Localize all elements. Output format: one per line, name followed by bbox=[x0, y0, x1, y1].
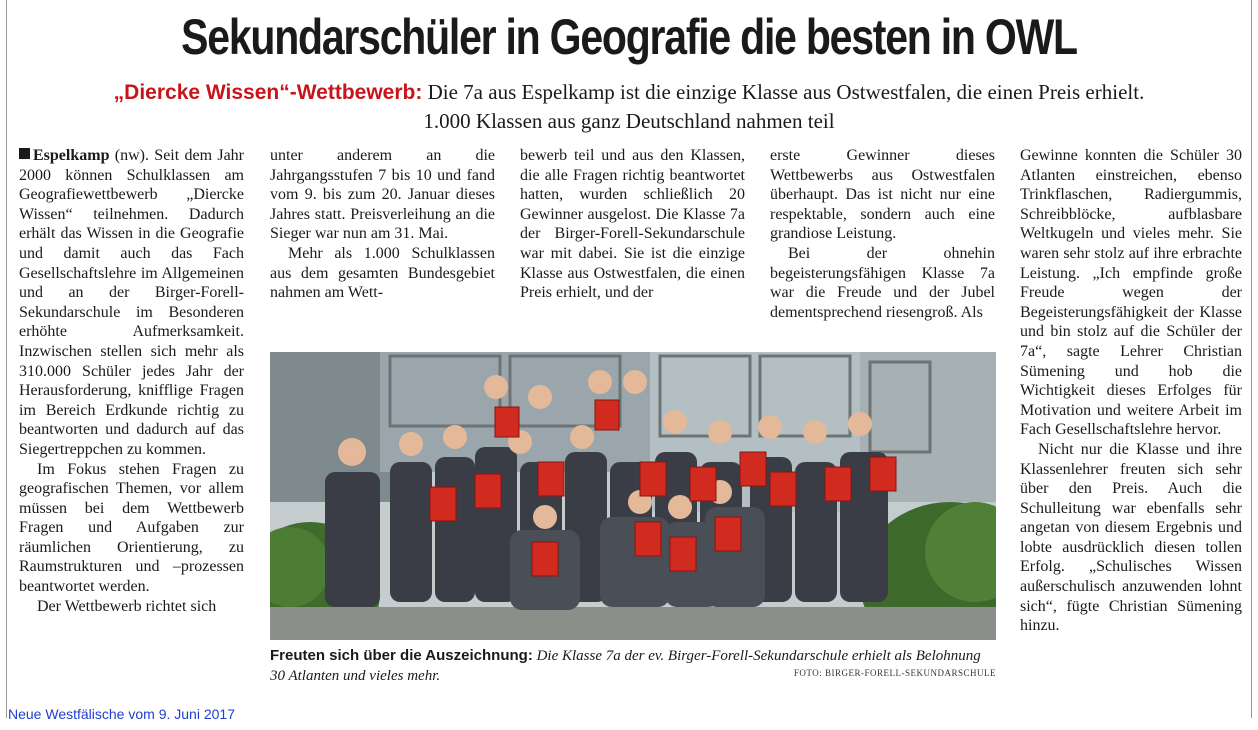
article-column-5 bbox=[1020, 146, 1242, 636]
lead-paragraph bbox=[19, 146, 244, 460]
lead-text: (nw). Seit dem Jahr 2000 können Schulklassen am Geografiewettbewerb „Diercke Wissen“ teilnehmen. Dadurch erhält das Wissen in die Geografie und damit auch das Fach Gesellschaftslehre im Allgemeinen und an der Birger-Forell-Sekundarschule im Besonderen erhöhte Aufmerksamkeit. Inzwischen stellen sich mehr als 310.000 Schüler jedes Jahr der Herausforderung, knifflige Fragen im Bereich Erdkunde richtig zu beantworten und dadurch auf das Siegertreppchen zu kommen. bbox=[19, 147, 244, 458]
article-column-3 bbox=[520, 146, 745, 303]
photo-caption bbox=[270, 646, 996, 686]
article-column-4 bbox=[770, 146, 995, 322]
body-paragraph: Im Fokus stehen Fragen zu geografischen Themen, vor allem müssen bei dem Wettbewerb Fragen und Aufgaben zur räumlichen Orientierung, zu Raumstrukturen und –prozessen beantwortet werden. bbox=[19, 460, 244, 596]
body-paragraph: Gewinne konnten die Schüler 30 Atlanten einstreichen, ebenso Trinkflaschen, Radiergummis, Schreibblöcke, aufblasbare Weltkugeln und vieles mehr. Sie waren sehr stolz auf ihre erbrachte Leistung. „Ich empfinde große Freude wegen der Begeisterungsfähigkeit der Klasse und bin stolz auf die Schüler der 7a“, sagte Lehrer Christian Sümening und hob die Wichtigkeit dieses Erfolges für Motivation und weitere Arbeit im Fach Gesellschaftslehre hervor. bbox=[1020, 147, 1242, 439]
dateline-place: Espelkamp bbox=[33, 147, 110, 164]
subheadline-kicker: „Diercke Wissen“-Wettbewerb: bbox=[113, 81, 423, 104]
article-subheadline bbox=[0, 78, 1258, 136]
body-paragraph: Mehr als 1.000 Schulklassen aus dem gesamten Bundesgebiet nahmen am Wett- bbox=[270, 244, 495, 302]
photo-credit: FOTO: BIRGER-FORELL-SEKUNDARSCHULE bbox=[793, 668, 996, 678]
body-paragraph: Nicht nur die Klasse und ihre Klassenlehrer freuten sich sehr über den Preis. Auch die Schulleitung war ebenfalls sehr angetan von diesem Ergebnis und lobte ausdrücklich diesen tollen Erfolg. „Schulisches Wissen außerschulisch anzuwenden lohnt sich“, fügte Christian Sümening hinzu. bbox=[1020, 440, 1242, 635]
article-column-2 bbox=[270, 146, 495, 303]
body-paragraph: Bei der ohnehin begeisterungsfähigen Klasse 7a war die Freude und der Jubel dementsprechend riesengroß. Als bbox=[770, 244, 995, 321]
article-column-1 bbox=[19, 146, 244, 616]
caption-title: Freuten sich über die Auszeichnung: bbox=[270, 647, 533, 664]
subheadline-line-1: Die 7a aus Espelkamp ist die einzige Klasse aus Ostwestfalen, die einen Preis erhielt. bbox=[422, 80, 1145, 104]
source-note: Neue Westfälische vom 9. Juni 2017 bbox=[8, 706, 235, 722]
lead-square-icon bbox=[19, 148, 30, 159]
body-paragraph: Der Wettbewerb richtet sich bbox=[37, 597, 217, 615]
subheadline-line-2: 1.000 Klassen aus ganz Deutschland nahmen teil bbox=[423, 109, 835, 133]
body-paragraph: unter anderem an die Jahrgangsstufen 7 bis 10 und fand vom 9. bis zum 20. Januar dieses Jahres statt. Preisverleihung an die Sieger war nun am 31. Mai. bbox=[270, 147, 495, 243]
class-group-photo-illustration bbox=[270, 352, 996, 640]
body-paragraph: bewerb teil und aus den Klassen, die alle Fragen richtig beantwortet hatten, wurden schließlich 20 Gewinner ausgelost. Die Klasse 7a der Birger-Forell-Sekundarschule war mit dabei. Sie ist die einzige Klasse aus Ostwestfalen, die einen Preis erhielt, und der bbox=[520, 147, 745, 302]
caption-text: Die Klasse 7a der ev. Birger-Forell-Sekundarschule erhielt als Belohnung 30 Atlanten und vieles mehr. bbox=[270, 648, 981, 684]
class-group-photo bbox=[270, 352, 996, 640]
body-paragraph: erste Gewinner dieses Wettbewerbs aus Ostwestfalen überhaupt. Das ist nicht nur eine respektable, sondern auch eine grandiose Leistung. bbox=[770, 147, 995, 243]
article-headline: Sekundarschüler in Geografie die besten in OWL bbox=[181, 9, 1077, 65]
